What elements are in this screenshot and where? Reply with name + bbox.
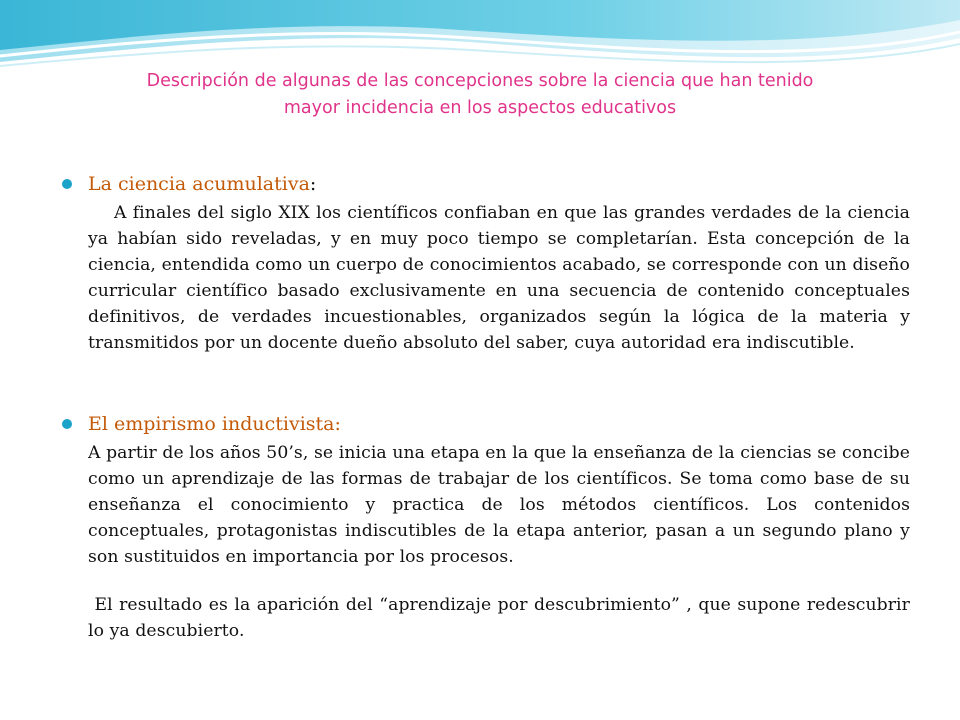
section-paragraph-2-text: El resultado es la aparición del “aprendizaje por descubrimiento” , que supone redescubrir lo ya descubierto. [88, 595, 910, 641]
bullet-item [62, 410, 910, 440]
bullet-dot-icon [62, 419, 72, 429]
bullet-item [62, 170, 910, 200]
slide-title-line-1: Descripción de algunas de las concepciones sobre la ciencia que han tenido [146, 71, 814, 91]
slide-content [62, 170, 910, 648]
slide-title [60, 68, 900, 122]
section-paragraph-2 [88, 592, 910, 648]
section-heading: El empirismo inductivista: [88, 413, 341, 435]
section-heading-colon: : [309, 173, 317, 195]
section-paragraph: A finales del siglo XIX los científicos confiaban en que las grandes verdades de la ciencia ya habían sido reveladas, y en muy poco tiempo se completarían. Esta concepción de la ciencia, entendida como un cuerpo de conocimientos acabado, se corresponde con un diseño curricular científico basado exclusivamente en una secuencia de contenido conceptuales definitivos, de verdades incuestionables, organizados según la lógica de la materia y transmitidos por un docente dueño absoluto del saber, cuya autoridad era indiscutible. [88, 203, 910, 353]
section-heading: La ciencia acumulativa [88, 173, 310, 195]
slide-title-line-2: mayor incidencia en los aspectos educativos [283, 98, 677, 118]
bullet-dot-icon [62, 179, 72, 189]
section-paragraph: A partir de los años 50’s, se inicia una etapa en la que la enseñanza de la ciencias se concibe como un aprendizaje de las formas de trabajar de los científicos. Se toma como base de su enseñanza el conocimiento y practica de los métodos científicos. Los contenidos conceptuales, protagonistas indiscutibles de la etapa anterior, pasan a un segundo plano y son sustituidos en importancia por los procesos. [88, 443, 910, 567]
